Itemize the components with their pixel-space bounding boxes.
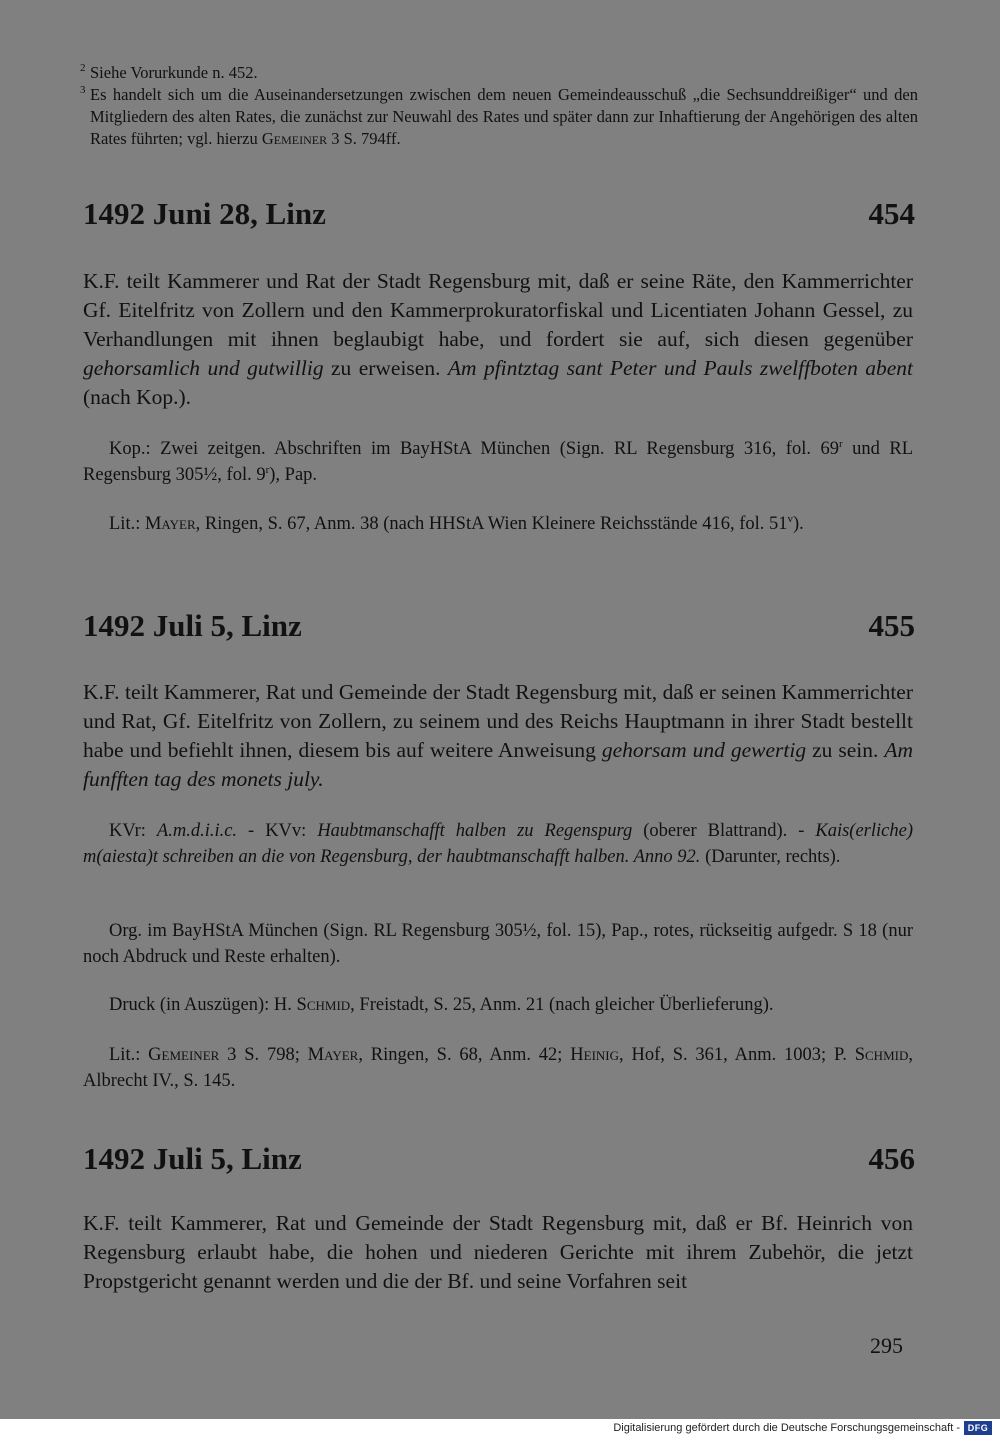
regest-454 [83,267,913,412]
author-name: Schmid [296,995,351,1015]
author-name: Heinig [570,1045,620,1065]
note-text: , Hof, S. 361, Anm. 1003; P. [619,1045,855,1065]
note-text: 3 S. 798; [219,1045,308,1065]
footnote-text-end: 3 S. 794ff. [327,129,401,148]
note-text: ). [793,514,804,534]
page-number: 295 [870,1333,903,1358]
quote-italic: gehorsamlich und gutwillig [83,356,324,380]
entry-heading-454 [83,196,915,232]
folio-superscript: v [787,512,794,525]
regest-456 [83,1209,913,1296]
note-text: , Freistadt, S. 25, Anm. 21 (nach gleicher Überlieferung). [350,995,774,1015]
regest-text: zu erweisen. [323,356,448,380]
note-text: (oberer Blattrand). - [632,821,816,841]
note-text: Org. im BayHStA München (Sign. RL Regensburg 305½, fol. 15), Pap., rotes, rückseitig aufgedr. S 18 (nur noch Abdruck und Reste erhalten). [83,921,913,967]
entry-number: 454 [868,196,915,231]
regest-text: K.F. teilt Kammerer, Rat und Gemeinde der Stadt Regensburg mit, daß er seinen Kammerrichter und Rat, Gf. Eitelfritz von Zollern, zu seinem und des Reichs Hauptmann in ihrer Stadt bestellt habe und befiehlt ihnen, diesem bis auf weitere Anweisung [83,680,913,762]
kvr-note-455 [83,818,913,870]
note-text: , Ringen, S. 67, Anm. 38 (nach HHStA Wien Kleinere Reichsstände 416, fol. 51 [195,514,788,534]
author-name: Mayer [144,514,196,534]
note-text: und RL Regensburg 305½, fol. 9 [83,439,913,485]
note-text: ), Pap. [269,465,318,485]
footnote-number: 2 [80,62,86,74]
note-italic: Haubtmanschafft halben zu Regenspurg [317,821,633,841]
date-italic: Am pfintztag sant Peter und Pauls zwelffboten abent [447,356,914,380]
note-text: - KVv: [237,821,318,841]
note-italic: A.m.d.i.i.c. [156,821,238,841]
regest-text: K.F. teilt Kammerer und Rat der Stadt Regensburg mit, daß er seine Räte, den Kammerrichter Gf. Eitelfritz von Zollern und den Kammerprokuratorfiskal und Licentiaten Johann Gessel, zu Verhandlungen mit ihnen beglaubigt habe, und fordert sie auf, sich diesen gegenüber [83,269,913,351]
entry-number: 455 [868,608,915,643]
footnote-text: Es handelt sich um die Auseinandersetzungen zwischen dem neuen Gemeindeausschuß „die Sechsunddreißiger“ und den Mitgliedern des alten Rates, die zunächst zur Neuwahl des Rates und später dann zur Inhaftierung der Angehörigen des alten Rates führten; vgl. hierzu [90,85,918,148]
footnote-number: 3 [80,84,86,96]
regest-text: (nach Kop.). [83,385,192,409]
druck-note-455 [83,992,913,1018]
note-text: Lit.: [109,514,145,534]
footnote-text: Siehe Vorurkunde n. 452. [90,63,258,82]
quote-italic: gehorsam und gewertig [601,738,807,762]
note-text: Lit.: [109,1045,149,1065]
note-italic: Kais(erliche) m(aiesta)t schreiben an die von Regensburg, der haubtmanschafft halben. Anno 92. [83,821,913,867]
entry-heading-455 [83,608,915,644]
note-text: , Albrecht IV., S. 145. [83,1045,913,1091]
org-note-455 [83,918,913,970]
regest-455 [83,678,913,794]
author-name: Gemeiner [261,129,328,148]
lit-note-454 [83,511,913,537]
footnote-3 [80,84,918,150]
note-text: (Darunter, rechts). [700,847,841,867]
note-text: Kop.: Zwei zeitgen. Abschriften im BayHStA München (Sign. RL Regensburg 316, fol. 69 [109,439,839,459]
dfg-logo-icon[interactable]: DFG [964,1421,992,1435]
date-italic: Am funfften tag des monets july. [83,738,913,791]
kop-note-454 [83,436,913,488]
entry-heading-456 [83,1141,915,1177]
entry-date-place: 1492 Juni 28, Linz [83,196,326,231]
regest-text: zu sein. [806,738,885,762]
regest-text: K.F. teilt Kammerer, Rat und Gemeinde der Stadt Regensburg mit, daß er Bf. Heinrich von Regensburg erlaubt habe, die hohen und niederen Gerichte mit ihrem Zubehör, die jetzt Propstgericht genannt werden und die der Bf. und seine Vorfahren seit [83,1211,913,1293]
footnote-2 [80,62,918,84]
entry-number: 456 [868,1141,915,1176]
author-name: Schmid [854,1045,909,1065]
note-text: KVr: [109,821,157,841]
folio-superscript: r [838,437,843,450]
entry-date-place: 1492 Juli 5, Linz [83,608,302,643]
entry-date-place: 1492 Juli 5, Linz [83,1141,302,1176]
footer-bar [0,1419,1000,1439]
note-text: Druck (in Auszügen): H. [109,995,297,1015]
funding-note: Digitalisierung gefördert durch die Deutsche Forschungsgemeinschaft - [613,1422,960,1434]
author-name: Gemeiner [148,1045,220,1065]
lit-note-455 [83,1042,913,1094]
folio-superscript: r [265,463,270,476]
note-text: , Ringen, S. 68, Anm. 42; [358,1045,571,1065]
author-name: Mayer [307,1045,359,1065]
